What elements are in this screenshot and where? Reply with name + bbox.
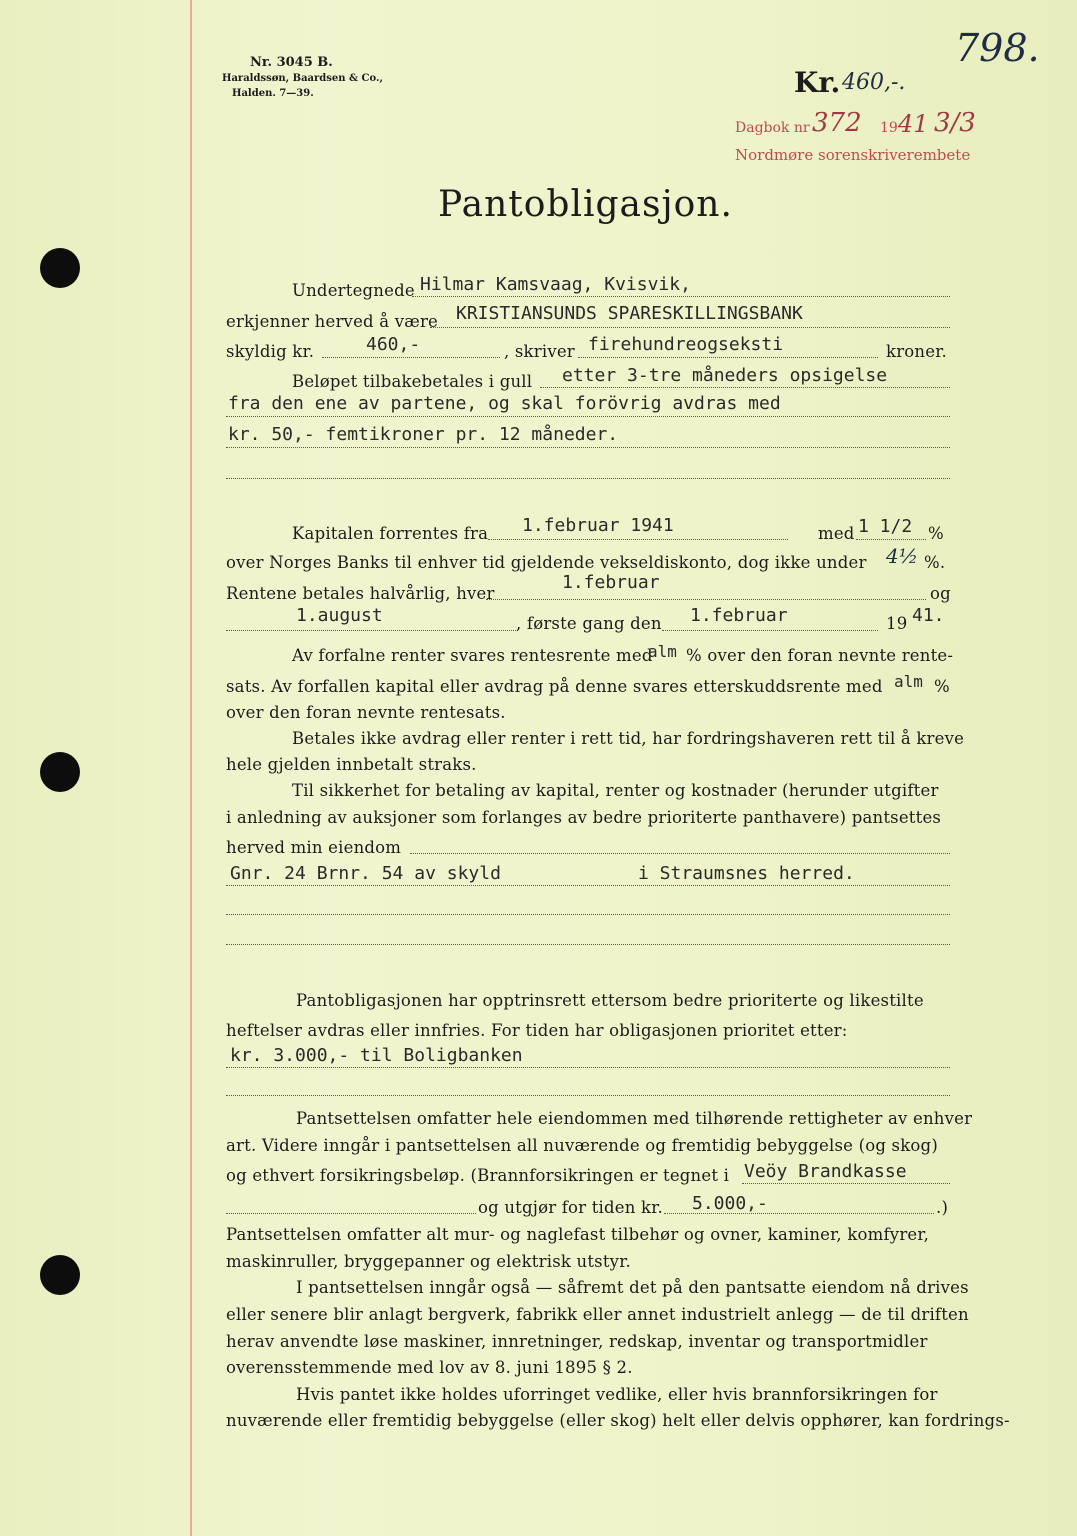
fill-line [486, 599, 926, 600]
repayment-line-2: fra den ene av partene, og skal forövrig avdras med [228, 393, 781, 414]
fill-line [226, 447, 950, 448]
forfalne-line-2b: % [934, 677, 950, 696]
repayment-line-1: etter 3-tre måneders opsigelse [562, 365, 888, 386]
forfalne-line-1b: % over den foran nevnte rente- [686, 646, 954, 665]
debt-amount: 460,- [366, 334, 421, 355]
fill-line [412, 296, 950, 297]
fill-line [488, 539, 788, 540]
percent-sign: % [928, 524, 944, 543]
forfalne-fill-1: alm [648, 642, 677, 661]
first-payment-date: 1.februar [690, 605, 788, 626]
pledge-line-11: Hvis pantet ikke holdes uforringet vedlike, eller hvis brannforsikringen for [296, 1385, 938, 1404]
med-label: med [818, 524, 855, 543]
fill-line [226, 885, 950, 886]
printer-place: Halden. 7—39. [232, 88, 314, 99]
fill-line [226, 914, 950, 915]
fill-line [226, 478, 950, 479]
debtor-name: Hilmar Kamsvaag, Kvisvik, [420, 274, 691, 295]
insured-amount: 5.000,- [692, 1193, 768, 1214]
fill-line [430, 327, 950, 328]
norges-bank-text: over Norges Banks til enhver tid gjeldende vekseldiskonto, dog ikke under [226, 553, 867, 572]
stamp-year-prefix: 19 [880, 120, 898, 136]
pledge-line-5: Pantsettelsen omfatter alt mur- og naglefast tilbehør og ovner, kaminer, komfyrer, [226, 1225, 930, 1244]
betales-line-2: hele gjelden innbetalt straks. [226, 755, 477, 774]
pledge-line-8: eller senere blir anlagt bergverk, fabrikk eller annet industrielt anlegg — de til driften [226, 1305, 969, 1324]
document-title: Pantobligasjon. [438, 184, 733, 225]
form-number: Nr. 3045 B. [250, 55, 333, 70]
kapital-label: Kapitalen forrentes fra [292, 524, 489, 543]
fill-line [322, 357, 500, 358]
fill-line [410, 853, 950, 854]
fill-line [226, 416, 950, 417]
binder-hole [40, 1255, 80, 1295]
interest-date-1: 1.februar [562, 572, 660, 593]
interest-from-date: 1.februar 1941 [522, 515, 674, 536]
amount-in-words: firehundreogseksti [588, 334, 784, 355]
pledge-line-6: maskinruller, bryggepanner og elektrisk utstyr. [226, 1252, 631, 1271]
fill-line [856, 539, 926, 540]
stamp-dagbok-label: Dagbok nr [735, 120, 810, 136]
fill-line [226, 630, 516, 631]
margin-line [190, 0, 192, 1536]
amount-header-value: 460,-. [842, 70, 906, 95]
fill-line [226, 944, 950, 945]
pledge-line-7: I pantsettelsen inngår også — såfremt det på den pantsatte eiendom nå drives [296, 1278, 969, 1297]
fill-line [662, 630, 878, 631]
binder-hole [40, 752, 80, 792]
pledge-line-9: herav anvendte løse maskiner, innretninger, redskap, inventar og transportmidler [226, 1332, 928, 1351]
minimum-rate: 4½ [886, 544, 919, 568]
repayment-line-3: kr. 50,- femtikroner pr. 12 måneder. [228, 424, 619, 445]
pledge-line-2: art. Videre inngår i pantsettelsen all nuværende og fremtidig bebyggelse (og skog) [226, 1136, 938, 1155]
sikkerhet-line-3: herved min eiendom [226, 838, 402, 857]
stamp-year-suffix: 41 [898, 110, 929, 138]
interest-date-2: 1.august [296, 605, 383, 626]
percent-sign: %. [924, 553, 946, 572]
forfalne-fill-2: alm [894, 672, 923, 691]
forste-gang-label: , første gang den [516, 614, 662, 633]
rentene-label: Rentene betales halvårlig, hver [226, 584, 495, 603]
binder-hole [40, 248, 80, 288]
sikkerhet-line-1: Til sikkerhet for betaling av kapital, renter og kostnader (herunder utgifter [292, 781, 939, 800]
pledge-line-3: og ethvert forsikringsbeløp. (Brannforsikringen er tegnet i [226, 1166, 730, 1185]
fill-line [226, 1095, 950, 1096]
kroner-label: kroner. [886, 342, 947, 361]
undertegnede-label: Undertegnede [292, 281, 415, 300]
year-prefix: 19 [886, 614, 908, 633]
fill-line [540, 387, 950, 388]
skriver-label: , skriver [504, 342, 575, 361]
erkjenner-label: erkjenner herved å være [226, 312, 439, 331]
fill-line [226, 1067, 950, 1068]
stamp-date: 3/3 [934, 108, 976, 138]
pledge-line-4a: og utgjør for tiden kr. [478, 1198, 663, 1217]
fill-line [578, 357, 878, 358]
pledge-line-10: overensstemmende med lov av 8. juni 1895 § 2. [226, 1358, 633, 1377]
year-suffix: 41. [912, 605, 945, 626]
interest-rate: 1 1/2 [858, 516, 913, 537]
fill-line [742, 1183, 950, 1184]
insurer-name: Veöy Brandkasse [744, 1161, 907, 1182]
repayment-label: Beløpet tilbakebetales i gull [292, 372, 533, 391]
prior-debt: kr. 3.000,- til Boligbanken [230, 1045, 523, 1066]
og-label: og [930, 584, 951, 603]
priority-line-1: Pantobligasjonen har opptrinsrett ettersom bedre prioriterte og likestilte [296, 991, 924, 1010]
forfalne-line-2a: sats. Av forfallen kapital eller avdrag på denne svares etterskuddsrente med [226, 677, 883, 696]
folio-number: 798. [955, 26, 1040, 70]
pledge-line-1: Pantsettelsen omfatter hele eiendommen med tilhørende rettigheter av enhver [296, 1109, 973, 1128]
pledge-line-12: nuværende eller fremtidig bebyggelse (eller skog) helt eller delvis opphører, kan fordrings- [226, 1411, 1010, 1430]
pledge-line-4b: .) [936, 1198, 949, 1217]
stamp-dagbok-number: 372 [812, 108, 862, 138]
forfalne-line-3: over den foran nevnte rentesats. [226, 703, 506, 722]
printer-name: Haraldssøn, Baardsen & Co., [222, 73, 383, 84]
betales-line-1: Betales ikke avdrag eller renter i rett tid, har fordringshaveren rett til å kreve [292, 729, 965, 748]
property-description: Gnr. 24 Brnr. 54 av skyld [230, 863, 501, 884]
skyldig-label: skyldig kr. [226, 342, 315, 361]
property-place: i Straumsnes herred. [638, 863, 855, 884]
forfalne-line-1a: Av forfalne renter svares rentesrente med [292, 646, 653, 665]
fill-line [226, 1213, 476, 1214]
creditor-name: KRISTIANSUNDS SPARESKILLINGSBANK [456, 303, 803, 324]
amount-prefix: Kr. [794, 66, 841, 99]
priority-line-2: heftelser avdras eller innfries. For tiden har obligasjonen prioritet etter: [226, 1021, 848, 1040]
sikkerhet-line-2: i anledning av auksjoner som forlanges av bedre prioriterte panthavere) pantsettes [226, 808, 942, 827]
stamp-office: Nordmøre sorenskriverembete [735, 146, 971, 164]
